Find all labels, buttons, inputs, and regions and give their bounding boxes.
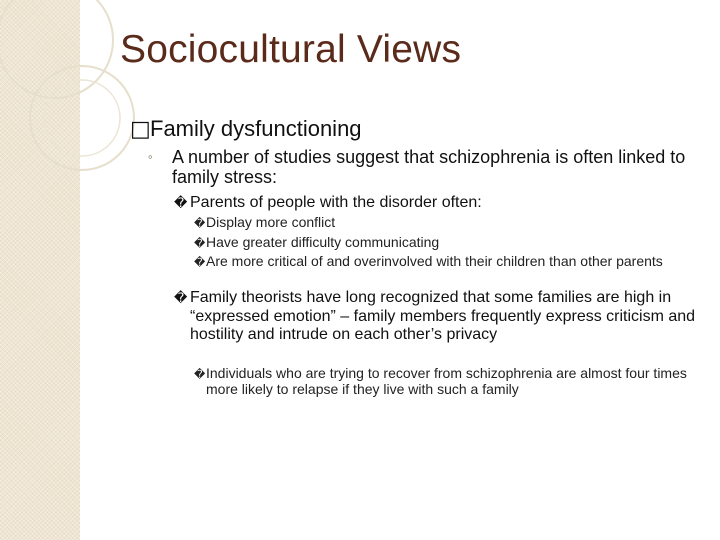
sub-bullet-conflict	[194, 215, 706, 231]
sub-bullet-communicating	[194, 235, 706, 251]
sub-bullet-critical	[194, 254, 706, 270]
bullet-glyph-icon: �	[194, 237, 206, 250]
bullet-text: A number of studies suggest that schizophrenia is often linked to family stress:	[172, 147, 686, 187]
bullet-glyph-icon: �	[174, 291, 188, 306]
bullet-text: Are more critical of and overinvolved with their children than other parents	[206, 253, 663, 269]
bullet-studies	[148, 147, 688, 187]
bullet-glyph-icon: �	[194, 368, 206, 381]
bullet-text: Family dysfunctioning	[150, 116, 362, 141]
bullet-text: Display more conflict	[206, 214, 336, 230]
bullet-text: Parents of people with the disorder often:	[190, 194, 482, 211]
bullet-family-theorists	[174, 289, 710, 344]
bullet-text: Have greater difficulty communicating	[206, 234, 440, 250]
bullet-text: Family theorists have long recognized that some families are high in “expressed emotion” – family members frequently express criticism and hostility and intrude on each other’s privacy	[190, 289, 696, 343]
circle-bullet-icon: ◦	[148, 149, 153, 164]
bullet-family-dysfunctioning	[130, 116, 362, 142]
sub-bullet-relapse	[194, 366, 706, 397]
bullet-text: Individuals who are trying to recover from schizophrenia are almost four times more likely to relapse if they live with such a family	[206, 365, 687, 397]
bullet-glyph-icon: �	[194, 256, 206, 269]
bullet-parents	[174, 194, 710, 213]
bullet-glyph-icon: �	[174, 196, 188, 211]
slide-title: Sociocultural Views	[120, 28, 462, 71]
bullet-glyph-icon: �	[194, 217, 206, 230]
square-bullet-icon: □	[130, 117, 151, 142]
decorative-side-band	[0, 0, 80, 540]
